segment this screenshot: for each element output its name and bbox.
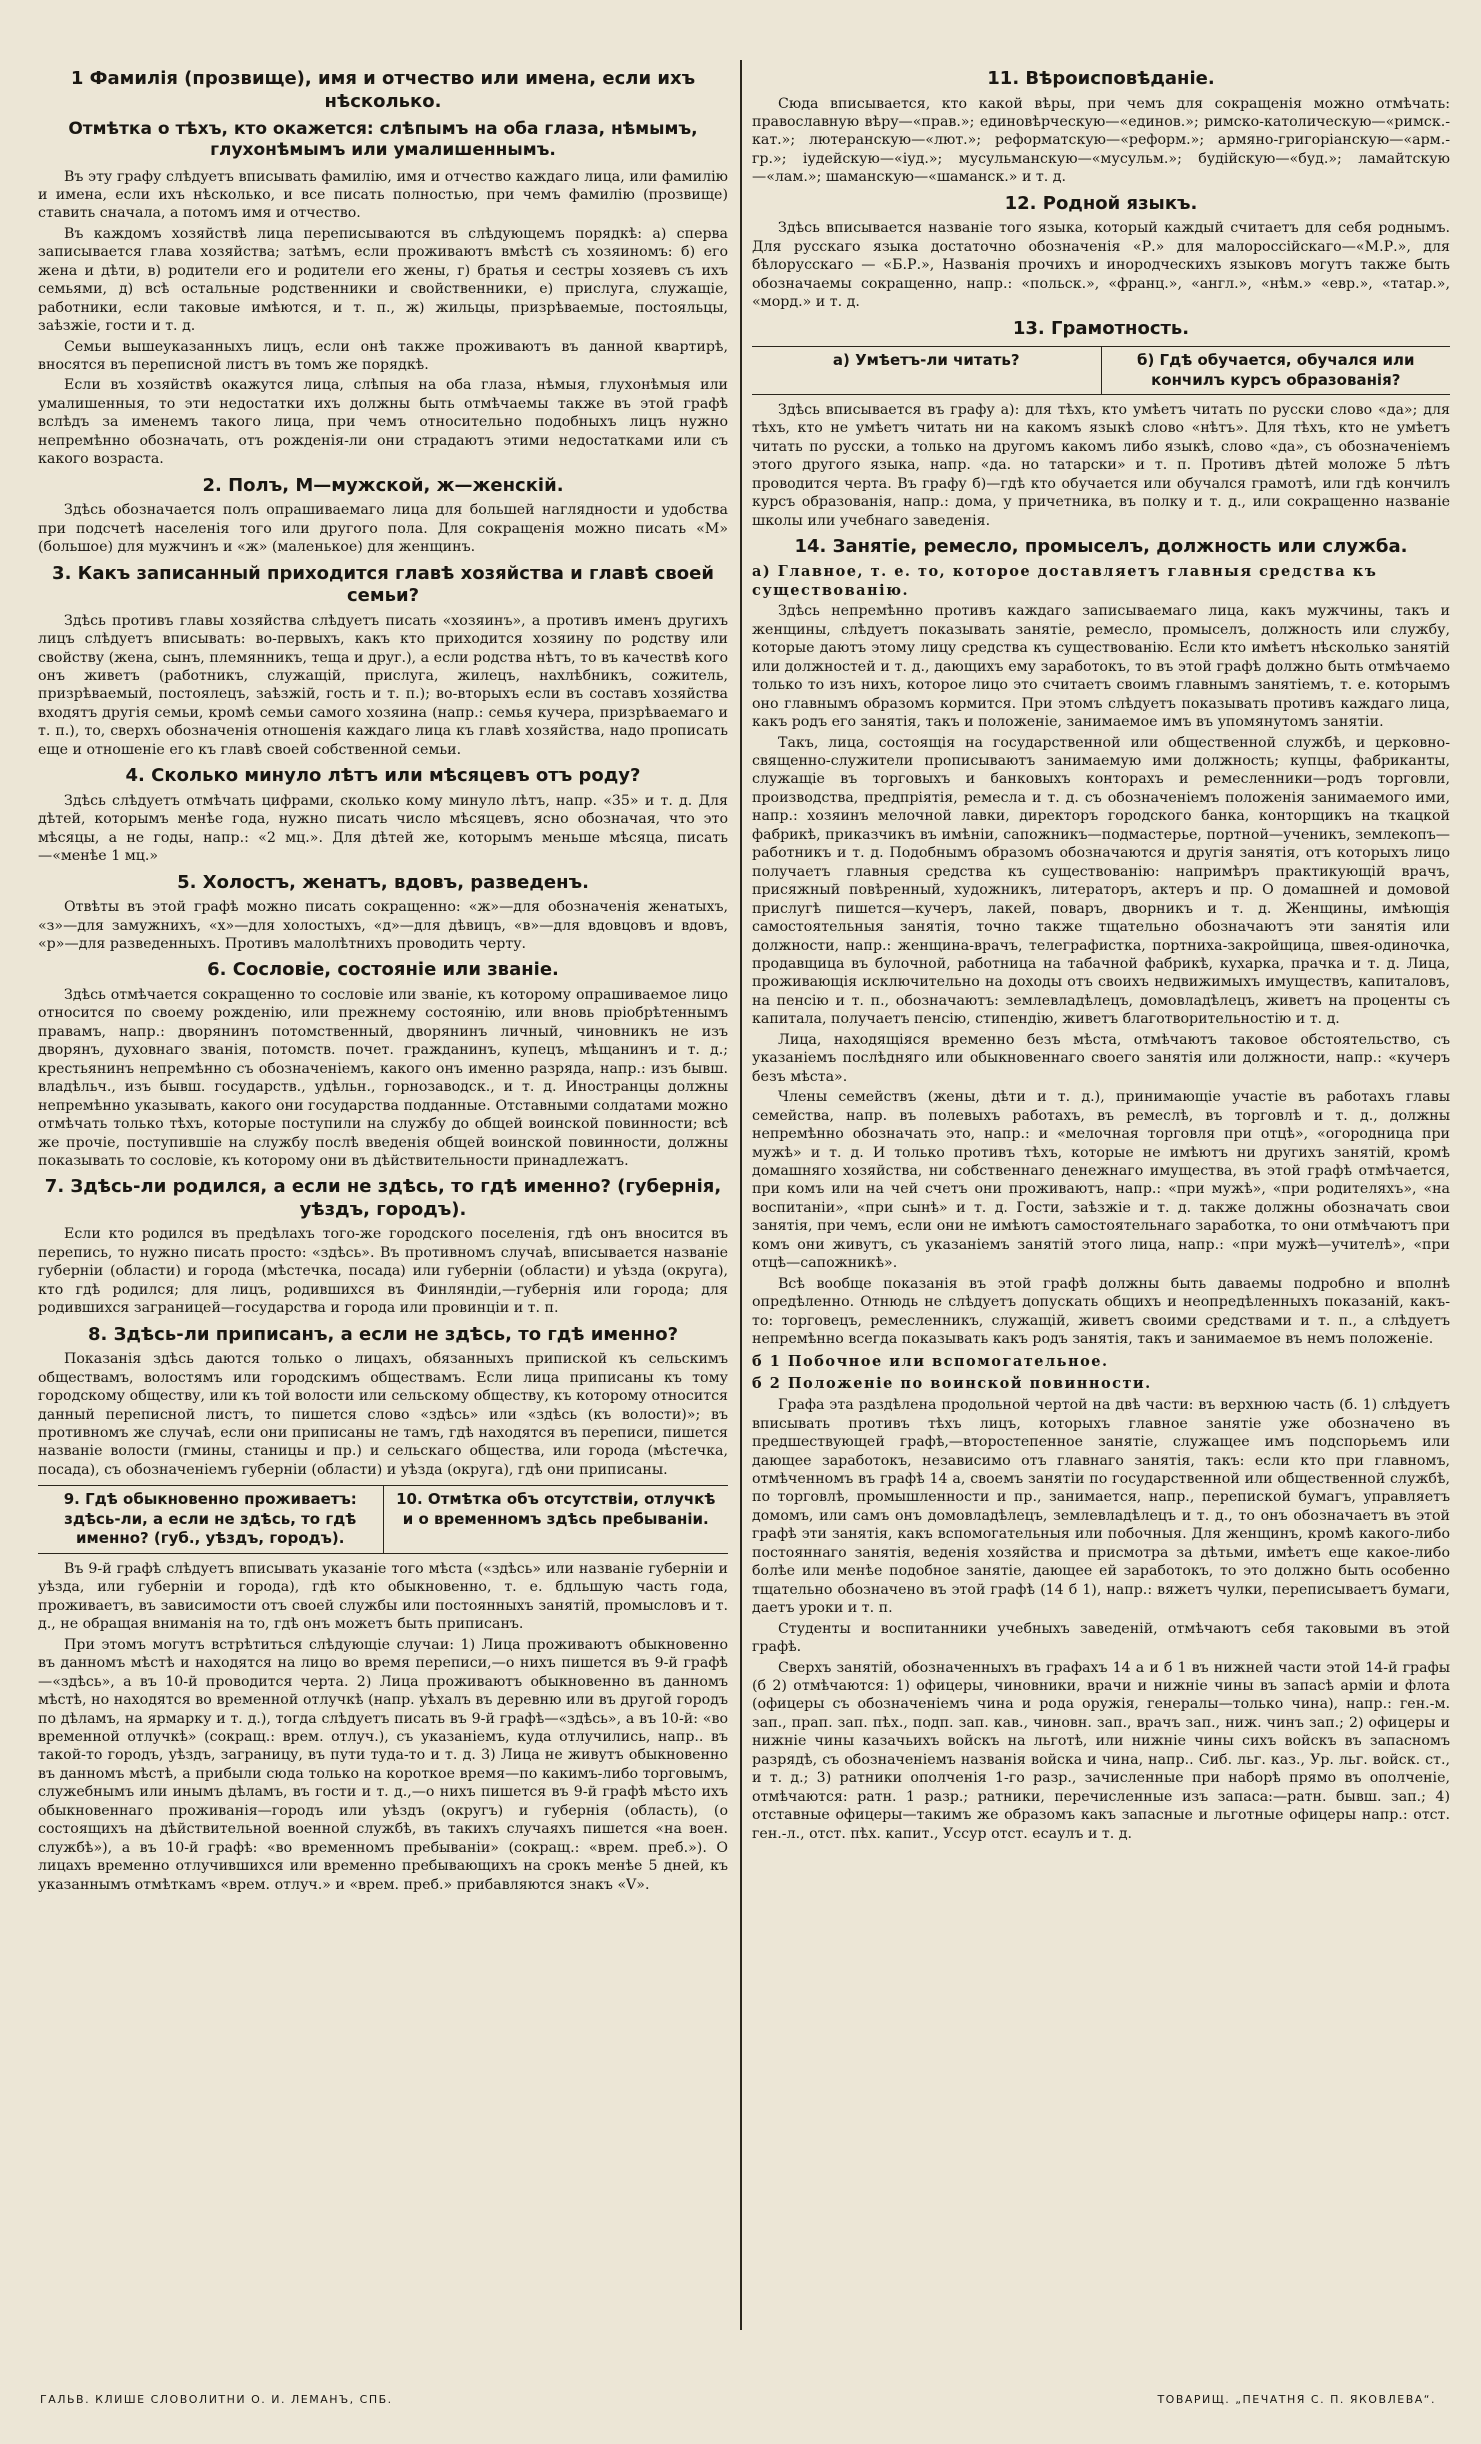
paragraph: Отвѣты въ этой графѣ можно писать сокращенно: «ж»—для обозначенія женатыхъ, «з»—для замужнихъ, «х»—для холостыхъ, «д»—для дѣвицъ, «в»—для вдовцовъ и вдовъ, «р»—для разведенныхъ. Противъ малолѣтнихъ проводить черту. — [38, 899, 728, 952]
section-13a-heading: а) Умѣетъ-ли читать? — [832, 351, 1020, 370]
paragraph: Въ эту графу слѣдуетъ вписывать фамилію, имя и отчество каждаго лица, или фамилію и имена, если ихъ нѣсколько, и все писать полностью, при чемъ фамилію (прозвище) ставить сначала, а потомъ имя и отчество. — [38, 168, 728, 222]
section-6-heading: 6. Сословіе, состояніе или званіе. — [207, 959, 559, 981]
paragraph: Лица, находящіяся временно безъ мѣста, отмѣчаютъ таковое обстоятельство, съ указаніемъ послѣдняго или обыкновеннаго своего занятія или должности, напр.: «кучеръ безъ мѣста». — [752, 1031, 1450, 1085]
paragraph: Въ 9-й графѣ слѣдуетъ вписывать указаніе того мѣста («здѣсь» или названіе губерніи и уѣзда, или губерніи и города), гдѣ кто обыкновенно, т. е. бдльшую часть года, проживаетъ, въ зависимости отъ своей службы или постоянныхъ занятій, промысловъ и т. д., не обращая вниманія на то, гдѣ онъ можетъ быть приписанъ. — [38, 1560, 728, 1633]
section-9-heading: 9. Гдѣ обыкновенно проживаетъ: здѣсь-ли, а если не здѣсь, то гдѣ именно? (губ., уѣздъ, городъ). — [63, 1490, 357, 1548]
paragraph: Здѣсь слѣдуетъ отмѣчать цифрами, сколько кому минуло лѣтъ, напр. «35» и т. д. Для дѣтей, которымъ менѣе года, нужно писать число мѣсяцевъ, ясно обозначая, что это мѣсяцы, а не годы, напр.: «2 мц.». Для дѣтей же, которымъ меньше мѣсяца, писать—«менѣе 1 мц.» — [38, 792, 728, 865]
paragraph: Сверхъ занятій, обозначенныхъ въ графахъ 14 а и б 1 въ нижней части этой 14-й графы (б 2) отмѣчаются: 1) офицеры, чиновники, врачи и нижніе чины въ запасѣ арміи и флота (офицеры съ обозначеніемъ чина и рода оружія, генералы—только чина), напр.: ген.-м. зап., прап. зап. пѣх., подп. зап. кав., чиновн. зап., врачъ зап., ниж. чинъ зап.; 2) офицеры и нижніе чины казачьихъ войскъ на льготѣ, или нижніе чины сихъ войскъ въ запасномъ разрядѣ, съ обозначеніемъ названія войска и чина, напр.. Сиб. льг. каз., Ур. льг. войск. ст., и т. д.; 3) ратники ополченія 1-го разр., зачисленные при наборѣ прямо въ ополченіе, отмѣчаются: ратн. 1 разр.; ратники, перечисленные изъ запаса:—ратн. бывш. зап.; 4) отставные офицеры—такимъ же образомъ какъ запасные и льготные офицеры напр.: отст. ген.-л., отст. пѣх. капит., Уссур отст. есаулъ и т. д. — [752, 1659, 1450, 1842]
paragraph: Здѣсь обозначается полъ опрашиваемаго лица для большей наглядности и удобства при подсчетѣ населенія того или другого пола. Для сокращенія можно писать «М» (большое) для мужчинъ и «ж» (маленькое) для женщинъ. — [38, 502, 728, 556]
section-14-heading: 14. Занятіе, ремесло, промыселъ, должность или служба. — [794, 536, 1408, 558]
paragraph: Студенты и воспитанники учебныхъ заведеній, отмѣчаютъ себя таковыми въ этой графѣ. — [752, 1620, 1450, 1656]
column-divider — [740, 60, 742, 2330]
section-10-heading: 10. Отмѣтка объ отсутствіи, отлучкѣ и о временномъ здѣсь пребываніи. — [383, 1486, 729, 1553]
paragraph: Члены семействъ (жены, дѣти и т. д.), принимающіе участіе въ работахъ главы семейства, напр. въ полевыхъ работахъ, въ ремеслѣ, въ торговлѣ и т. д., должны непремѣнно обозначать это, напр.: и «мелочная торговля при отцѣ», «огородница при мужѣ» и т. д. И только противъ тѣхъ, которые не имѣютъ ни другихъ занятій, кромѣ домашняго хозяйства, ни собственнаго денежнаго имущества, въ этой графѣ отмѣчается, при комъ или на чей счетъ они проживаютъ, напр.: «при мужѣ», «при родителяхъ», «на воспитаніи», «при сынѣ» и т. д. Гости, заѣзжіе и т. д. также должны обозначать свои занятія, при чемъ, если они не имѣютъ самостоятельнаго заработка, то они отмѣчаютъ при комъ они живутъ, съ указаніемъ занятій этого лица, напр.: «при мужѣ—учителѣ», «при отцѣ—сапожникѣ». — [752, 1089, 1450, 1272]
paragraph: При этомъ могутъ встрѣтиться слѣдующіе случаи: 1) Лица проживаютъ обыкновенно въ данномъ мѣстѣ и находятся на лицо во время переписи,—о нихъ пишется въ 9-й графѣ—«здѣсь», а въ 10-й проводится черта. 2) Лица проживаютъ обыкновенно въ данномъ мѣстѣ, но находятся во временной отлучкѣ (напр. уѣхалъ въ деревню или въ другой городъ по дѣламъ, на ярмарку и т. д.), тогда слѣдуетъ писать въ 9-й графѣ—«здѣсь», а въ 10-й: «во временной отлучкѣ» (сокращ.: врем. отлуч.), съ указаніемъ, куда отлучились, напр.. въ такой-то городъ, уѣздъ, заграницу, въ пути туда-то и т. д. 3) Лица не живутъ обыкновенно въ данномъ мѣстѣ, а прибыли сюда только на короткое время—по какимъ-либо торговымъ, служебнымъ или инымъ дѣламъ, въ гости и т. д.,—о нихъ пишется въ 9-й графѣ мѣсто ихъ обыкновеннаго проживанія—городъ или уѣздъ (округъ) и губернія (область), (о состоящихъ на дѣйствительной военной службѣ, въ такихъ случаяхъ пишется «на воен. службѣ»), а въ 10-й графѣ: «во временномъ пребываніи» (сокращ.: «врем. преб.»). О лицахъ временно отлучившихся или временно пребывающихъ на срокъ менѣе 5 дней, къ указаннымъ отмѣткамъ «врем. отлуч.» и «врем. преб.» прибавляются знакъ «V». — [38, 1636, 728, 1893]
paragraph: Показанія здѣсь даются только о лицахъ, обязанныхъ припиской къ сельскимъ обществамъ, волостямъ или городскимъ обществамъ. Если лица приписаны къ тому городскому обществу, или къ той волости или сельскому обществу, къ которому относится данный переписной листъ, то пишется слово «здѣсь» или «здѣсь (къ волости)»; въ противномъ же случаѣ, если они приписаны не тамъ, гдѣ находятся въ переписи, пишется названіе волости (гмины, станицы и пр.) и сельскаго общества, или города (мѣстечка, посада), съ обозначеніемъ губерніи (области) и уѣзда (округа), гдѣ они приписаны. — [38, 1351, 728, 1478]
section-2-heading: 2. Полъ, М—мужской, ж—женскій. — [202, 474, 564, 496]
paragraph: Если кто родился въ предѣлахъ того-же городского поселенія, гдѣ онъ вносится въ перепись, то нужно писать просто: «здѣсь». Въ противномъ случаѣ, вписывается названіе губерніи (области) и города (мѣстечка, посада) или губерніи (области) и уѣзда (округа), кто гдѣ родился; для лицъ, родившихся въ Финляндіи,—губернія или города; для родившихся заграницей—государства и города или провинціи и т. п. — [38, 1226, 728, 1317]
paragraph: Здѣсь противъ главы хозяйства слѣдуетъ писать «хозяинъ», а противъ именъ другихъ лицъ слѣдуетъ вписывать: во-первыхъ, какъ кто приходится хозяину по родству или свойству (жена, сынъ, племянникъ, теща и друг.), а если родства нѣтъ, то въ качествѣ кого онъ живетъ (работникъ, служащій, прислуга, жилецъ, нахлѣбникъ, сожитель, призрѣваемый, постоялецъ, заѣзжій, гость и т. п.); во-вторыхъ если въ составъ хозяйства входятъ другія семьи, кромѣ семьи самого хозяина (напр.: семья кучера, призрѣваемаго и т. п.), то, сверхъ обозначенія отношенія каждаго лица къ главѣ хозяйства, надо прописать еще и отношеніе его къ главѣ своей собственной семьи. — [38, 612, 728, 758]
paragraph: Здѣсь непремѣнно противъ каждаго записываемаго лица, какъ мужчины, такъ и женщины, слѣдуетъ показывать занятіе, ремесло, промыселъ, должность или службу, которые даютъ этому лицу средства къ существованію. Если кто имѣетъ нѣсколько занятій или должностей и т. д., дающихъ ему заработокъ, то въ этой графѣ должно быть отмѣчаемо только то изъ нихъ, которое лицо это считаетъ своимъ главнымъ занятіемъ, т. е. которымъ оно главнымъ образомъ кормится. При этомъ слѣдуетъ показывать противъ каждаго лица, какъ родъ его занятія, такъ и положеніе, занимаемое имъ въ упомянутомъ занятіи. — [752, 603, 1450, 731]
right-column — [752, 62, 1450, 2334]
printer-credit-left: ГАЛЬВ. КЛИШЕ СЛОВОЛИТНИ О. И. ЛЕМАНЪ, СПБ. — [40, 2393, 393, 2406]
paragraph: Если въ хозяйствѣ окажутся лица, слѣпыя на оба глаза, нѣмыя, глухонѣмыя или умалишенныя, то эти недостатки ихъ должны быть отмѣчаемы также въ этой графѣ вслѣдъ за именемъ такого лица, при чемъ относительно подобныхъ лицъ нужно непремѣнно обозначать, отъ рожденія-ли они страдаютъ этими недостатками или съ какого возраста. — [38, 377, 728, 468]
paragraph: Семьи вышеуказанныхъ лицъ, если онѣ также проживаютъ въ данной квартирѣ, вносятся въ переписной листъ въ томъ же порядкѣ. — [38, 338, 728, 374]
paragraph: Сюда вписывается, кто какой вѣры, при чемъ для сокращенія можно отмѣчать: православную вѣру—«прав.»; единовѣрческую—«единов.»; римско-католическую—«римск.-кат.»; лютеранскую—«лют.»; реформатскую—«реформ.»; армяно-григоріанскую—«арм.-гр.»; іудейскую—«іуд.»; мусульманскую—«мусульм.»; будійскую—«буд.»; ламайтскую—«лам.»; шаманскую—«шаманск.» и т. д. — [752, 95, 1450, 186]
section-7-heading: 7. Здѣсь-ли родился, а если не здѣсь, то гдѣ именно? (губернія, уѣздъ, городъ). — [44, 1176, 722, 1220]
paragraph: Здѣсь отмѣчается сокращенно то сословіе или званіе, къ которому опрашиваемое лицо относится по своему рожденію, или прежнему состоянію, или вновь пріобрѣтеннымъ правамъ, напр.: дворянинъ потомственный, дворянинъ личный, чиновникъ не изъ дворянъ, духовнаго званія, потомств. почет. гражданинъ, купецъ, мѣщанинъ и т. д.; крестьянинъ непремѣнно съ обозначеніемъ, какого онъ именно разряда, напр.: изъ бывш. владѣльч., изъ бывш. государств., удѣльн., горнозаводск., и т. д. Иностранцы должны непремѣнно указывать, какого они государства подданные. Отставными солдатами можно отмѣчать только тѣхъ, которые поступили на службу до общей воинской повинности; всѣ же прочіе, поступившіе на службу послѣ введенія общей воинской повинности, должны показывать то сословіе, къ которому они въ дѣйствительности принадлежатъ. — [38, 986, 728, 1169]
section-1-subtitle: Отмѣтка о тѣхъ, кто окажется: слѣпымъ на оба глаза, нѣмымъ, глухонѣмымъ или умалишеннымъ. — [68, 119, 698, 161]
section-14b2-heading: б 2 Положеніе по воинской повинности. — [752, 1375, 1152, 1393]
section-5-heading: 5. Холостъ, женатъ, вдовъ, разведенъ. — [177, 871, 589, 893]
section-3-heading: 3. Какъ записанный приходится главѣ хозяйства и главѣ своей семьи? — [52, 562, 714, 607]
section-14a-heading: а) Главное, т. е. то, которое доставляетъ главныя средства къ существованію. — [752, 562, 1378, 599]
paragraph: Графа эта раздѣлена продольной чертой на двѣ части: въ верхнюю часть (б. 1) слѣдуетъ вписывать противъ тѣхъ лицъ, которыхъ главное занятіе уже обозначено въ предшествующей графѣ,—второстепенное занятіе, служащее имъ подспорьемъ или дающее заработокъ, независимо отъ главнаго занятія, такъ: если кто при главномъ, отмѣченномъ въ графѣ 14 а, своемъ занятіи по государственной или общественной службѣ, по торговлѣ, промышленности и пр., занимается, напр., перепиской бумагъ, управляетъ домомъ, или самъ онъ домовладѣлецъ, землевладѣлецъ и т. д., то онъ обозначаетъ въ этой графѣ эти занятія, какъ вспомогательныя или побочныя. Для женщинъ, кромѣ какого-либо постояннаго занятія, веденія хозяйства и присмотра за дѣтьми, имѣетъ еще какое-либо болѣе или менѣе подобное занятіе, дающее ей заработокъ, то это должно быть особенно тщательно обозначено въ этой графѣ (14 б 1), напр.: вяжетъ чулки, переписываетъ бумаги, даетъ уроки и т. п. — [752, 1397, 1450, 1617]
paragraph: Въ каждомъ хозяйствѣ лица переписываются въ слѣдующемъ порядкѣ: а) сперва записывается глава хозяйства; затѣмъ, если проживаютъ вмѣстѣ съ хозяиномъ: б) его жена и дѣти, в) родители его и родители его жены, г) братья и сестры хозяевъ съ ихъ семьями, д) всѣ остальные родственники и свойственники, е) прислуга, служащіе, работники, если таковые имѣются, и т. п., ж) жильцы, призрѣваемые, постояльцы, заѣзжіе, гости и т. д. — [38, 225, 728, 335]
section-13-subheader — [752, 346, 1450, 395]
left-column — [38, 62, 728, 2334]
printer-credit-right: ТОВАРИЩ. „ПЕЧАТНЯ С. П. ЯКОВЛЕВА“. — [1157, 2393, 1436, 2406]
section-9-10-header — [38, 1485, 728, 1554]
section-14b1-heading: б 1 Побочное или вспомогательное. — [752, 1352, 1109, 1370]
section-13b-heading: б) Гдѣ обучается, обучался или кончилъ курсъ образованія? — [1101, 347, 1451, 394]
section-1-heading: 1 Фамилія (прозвище), имя и отчество или имена, если ихъ нѣсколько. — [70, 68, 696, 112]
section-4-heading: 4. Сколько минуло лѣтъ или мѣсяцевъ отъ роду? — [125, 765, 641, 787]
section-13-heading: 13. Грамотность. — [1012, 317, 1190, 339]
section-11-heading: 11. Вѣроисповѣданіе. — [987, 68, 1215, 89]
section-12-heading: 12. Родной языкъ. — [1004, 192, 1198, 214]
paragraph: Здѣсь вписывается названіе того языка, который каждый считаетъ для себя роднымъ. Для русскаго языка достаточно обозначенія «Р.» для малороссійскаго—«М.Р.», для бѣлорусскаго — «Б.Р.», Названія прочихъ и инородческихъ языковъ могутъ также быть обозначаемы сокращенно, напр.: «польск.», «франц.», «англ.», «нѣм.» «евр.», «татар.», «морд.» и т. д. — [752, 220, 1450, 311]
section-8-heading: 8. Здѣсь-ли приписанъ, а если не здѣсь, то гдѣ именно? — [87, 1323, 679, 1345]
paragraph: Всѣ вообще показанія въ этой графѣ должны быть даваемы подробно и вполнѣ опредѣленно. Отнюдь не слѣдуетъ допускать общихъ и неопредѣленныхъ показаній, какъ-то: торговецъ, ремесленникъ, служащій, живетъ своими средствами и т. п., а слѣдуетъ непремѣнно всегда показывать какъ родъ занятія, такъ и занимаемое въ немъ положеніе. — [752, 1275, 1450, 1348]
paragraph: Такъ, лица, состоящія на государственной или общественной службѣ, и церковно-священно-служители прописываютъ занимаемую ими должность; купцы, фабриканты, служащіе въ торговыхъ и банковыхъ конторахъ и ремесленники—родъ торговли, производства, предпріятія, ремесла и т. д. съ обозначеніемъ положенія занимаемого ими, напр.: хозяинъ мелочной лавки, директоръ городского банка, конторщикъ на ткацкой фабрикѣ, приказчикъ въ имѣніи, сапожникъ—подмастерье, портной—ученикъ, землекопъ—работникъ и т. д. Подобнымъ образомъ обозначаются и другія занятія, отъ которыхъ лицо получаетъ главныя средства къ существованію: напримѣръ практикующій врачъ, присяжный повѣренный, художникъ, литераторъ, актеръ и пр. О домашней и домовой прислугѣ пишется—кучеръ, лакей, поваръ, дворникъ и т. д. Женщины, имѣющія самостоятельныя занятія, точно также тщательно обозначаютъ эти занятія или должности, напр.: женщина-врачъ, телеграфистка, портниха-закройщица, швея-одиночка, продавщица въ булочной, работница на табачной фабрикѣ, кухарка, прачка и т. д. Лица, проживающія исключительно на доходы отъ своихъ недвижимыхъ имуществъ, капиталовъ, на пенсію и т. п., обозначаютъ: землевладѣлецъ, домовладѣлецъ, живетъ на проценты съ капитала, получаетъ пенсію, стипендію, живетъ благотворительностію и т. д. — [752, 734, 1450, 1028]
paragraph: Здѣсь вписывается въ графу а): для тѣхъ, кто умѣетъ читать по русски слово «да»; для тѣхъ, кто не умѣетъ читать ни на какомъ языкѣ слово «нѣтъ». Для тѣхъ, кто не умѣетъ читать по русски, а только на другомъ какомъ либо языкѣ, слово «да», съ обозначеніемъ этого другого языка, напр. «да. но татарски» и т. п. Противъ дѣтей моложе 5 лѣтъ проводится черта. Въ графу б)—гдѣ кто обучается или обучался грамотѣ, или гдѣ кончилъ курсъ образованія, напр.: дома, у причетника, въ полку и т. д., или сокращенно названіе школы или учебнаго заведенія. — [752, 402, 1450, 529]
